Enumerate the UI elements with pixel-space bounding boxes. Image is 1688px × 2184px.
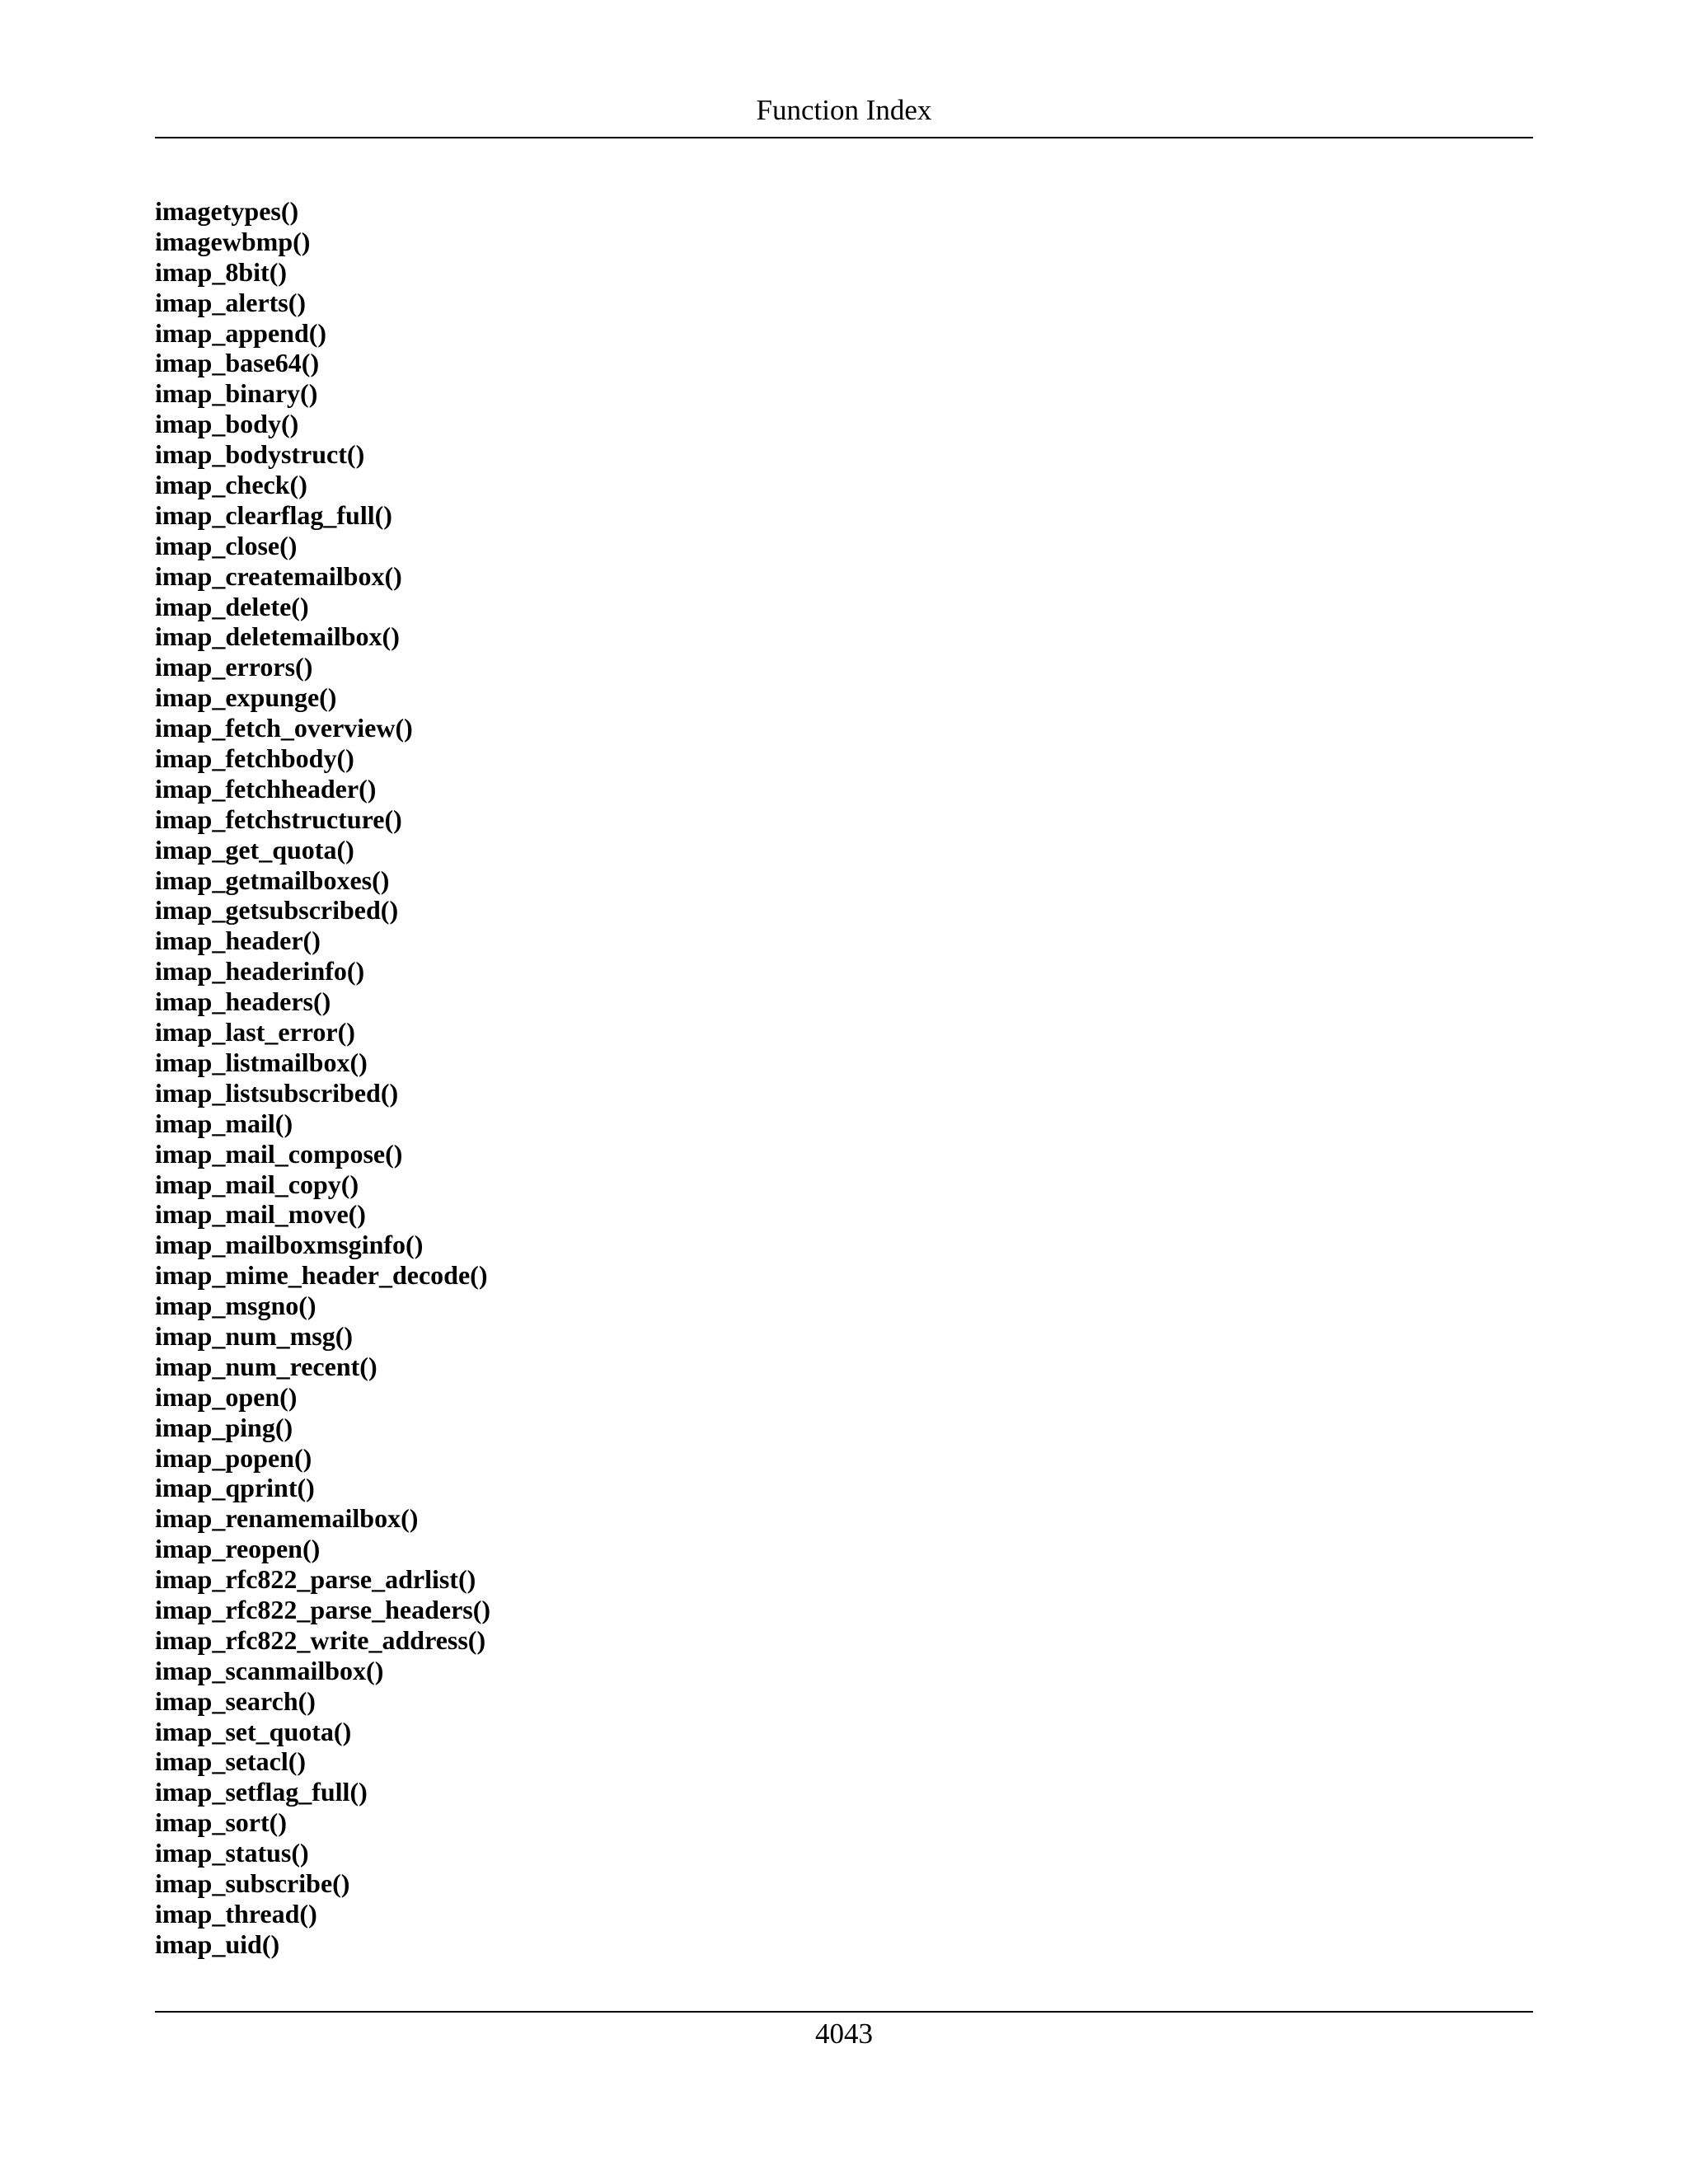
function-index-entry: imap_deletemailbox() xyxy=(155,621,400,652)
function-index-entry: imap_mailboxmsginfo() xyxy=(155,1230,424,1260)
function-index-entry: imap_last_error() xyxy=(155,1017,355,1047)
function-index-entry: imap_base64() xyxy=(155,348,320,378)
function-index-entry: imap_errors() xyxy=(155,652,313,682)
function-index-entry: imap_mail_copy() xyxy=(155,1169,359,1199)
function-index-entry: imap_renamemailbox() xyxy=(155,1503,419,1534)
function-index-entry: imap_check() xyxy=(155,470,307,500)
function-index-entry: imap_listmailbox() xyxy=(155,1047,368,1077)
function-index-entry: imap_createmailbox() xyxy=(155,560,402,591)
function-index-entry: imap_clearflag_full() xyxy=(155,499,392,530)
function-index-entry: imap_listsubscribed() xyxy=(155,1077,399,1108)
footer-divider xyxy=(155,2011,1533,2013)
function-index-entry: imagetypes() xyxy=(155,196,299,226)
function-index-entry: imap_setflag_full() xyxy=(155,1777,368,1807)
function-index-entry: imap_rfc822_parse_adrlist() xyxy=(155,1564,476,1595)
function-index-list xyxy=(155,196,490,1960)
function-index-entry: imap_mail_move() xyxy=(155,1199,366,1230)
function-index-entry: imap_mime_header_decode() xyxy=(155,1260,488,1291)
function-index-entry: imap_delete() xyxy=(155,591,309,621)
function-index-entry: imap_rfc822_parse_headers() xyxy=(155,1594,491,1624)
function-index-entry: imap_mail() xyxy=(155,1108,293,1138)
function-index-entry: imap_headerinfo() xyxy=(155,956,365,987)
function-index-entry: imap_msgno() xyxy=(155,1291,316,1321)
function-index-entry: imap_getsubscribed() xyxy=(155,895,399,926)
function-index-entry: imap_append() xyxy=(155,317,327,348)
function-index-entry: imap_uid() xyxy=(155,1929,280,1959)
function-index-entry: imap_num_recent() xyxy=(155,1351,377,1381)
function-index-entry: imap_sort() xyxy=(155,1807,287,1838)
function-index-entry: imap_num_msg() xyxy=(155,1320,354,1351)
function-index-entry: imap_bodystruct() xyxy=(155,439,365,470)
page-header-title: Function Index xyxy=(756,94,932,126)
function-index-entry: imap_getmailboxes() xyxy=(155,865,390,895)
function-index-entry: imap_get_quota() xyxy=(155,834,354,865)
header-divider xyxy=(155,137,1533,138)
function-index-entry: imap_8bit() xyxy=(155,256,287,287)
function-index-entry: imap_fetchbody() xyxy=(155,743,354,774)
function-index-entry: imap_alerts() xyxy=(155,287,307,317)
function-index-entry: imap_mail_compose() xyxy=(155,1138,403,1169)
function-index-entry: imap_setacl() xyxy=(155,1746,307,1777)
function-index-entry: imap_binary() xyxy=(155,378,318,409)
function-index-entry: imap_reopen() xyxy=(155,1534,321,1564)
function-index-entry: imap_fetch_overview() xyxy=(155,713,413,743)
function-index-entry: imap_search() xyxy=(155,1685,316,1716)
function-index-entry: imap_popen() xyxy=(155,1442,312,1473)
function-index-entry: imap_fetchheader() xyxy=(155,773,377,804)
function-index-entry: imap_thread() xyxy=(155,1898,317,1929)
function-index-entry: imap_rfc822_write_address() xyxy=(155,1624,486,1655)
function-index-entry: imap_close() xyxy=(155,530,298,560)
function-index-entry: imap_status() xyxy=(155,1838,309,1868)
function-index-entry: imap_qprint() xyxy=(155,1473,315,1503)
function-index-entry: imap_headers() xyxy=(155,987,331,1017)
function-index-entry: imap_header() xyxy=(155,926,321,956)
function-index-entry: imap_ping() xyxy=(155,1412,293,1442)
function-index-entry: imap_fetchstructure() xyxy=(155,804,402,834)
page-number: 4043 xyxy=(815,2018,873,2050)
function-index-entry: imap_body() xyxy=(155,409,299,439)
function-index-entry: imap_expunge() xyxy=(155,682,337,713)
function-index-entry: imagewbmp() xyxy=(155,226,311,256)
function-index-entry: imap_set_quota() xyxy=(155,1716,352,1746)
function-index-entry: imap_scanmailbox() xyxy=(155,1655,384,1685)
function-index-entry: imap_open() xyxy=(155,1381,298,1412)
function-index-entry: imap_subscribe() xyxy=(155,1868,350,1898)
